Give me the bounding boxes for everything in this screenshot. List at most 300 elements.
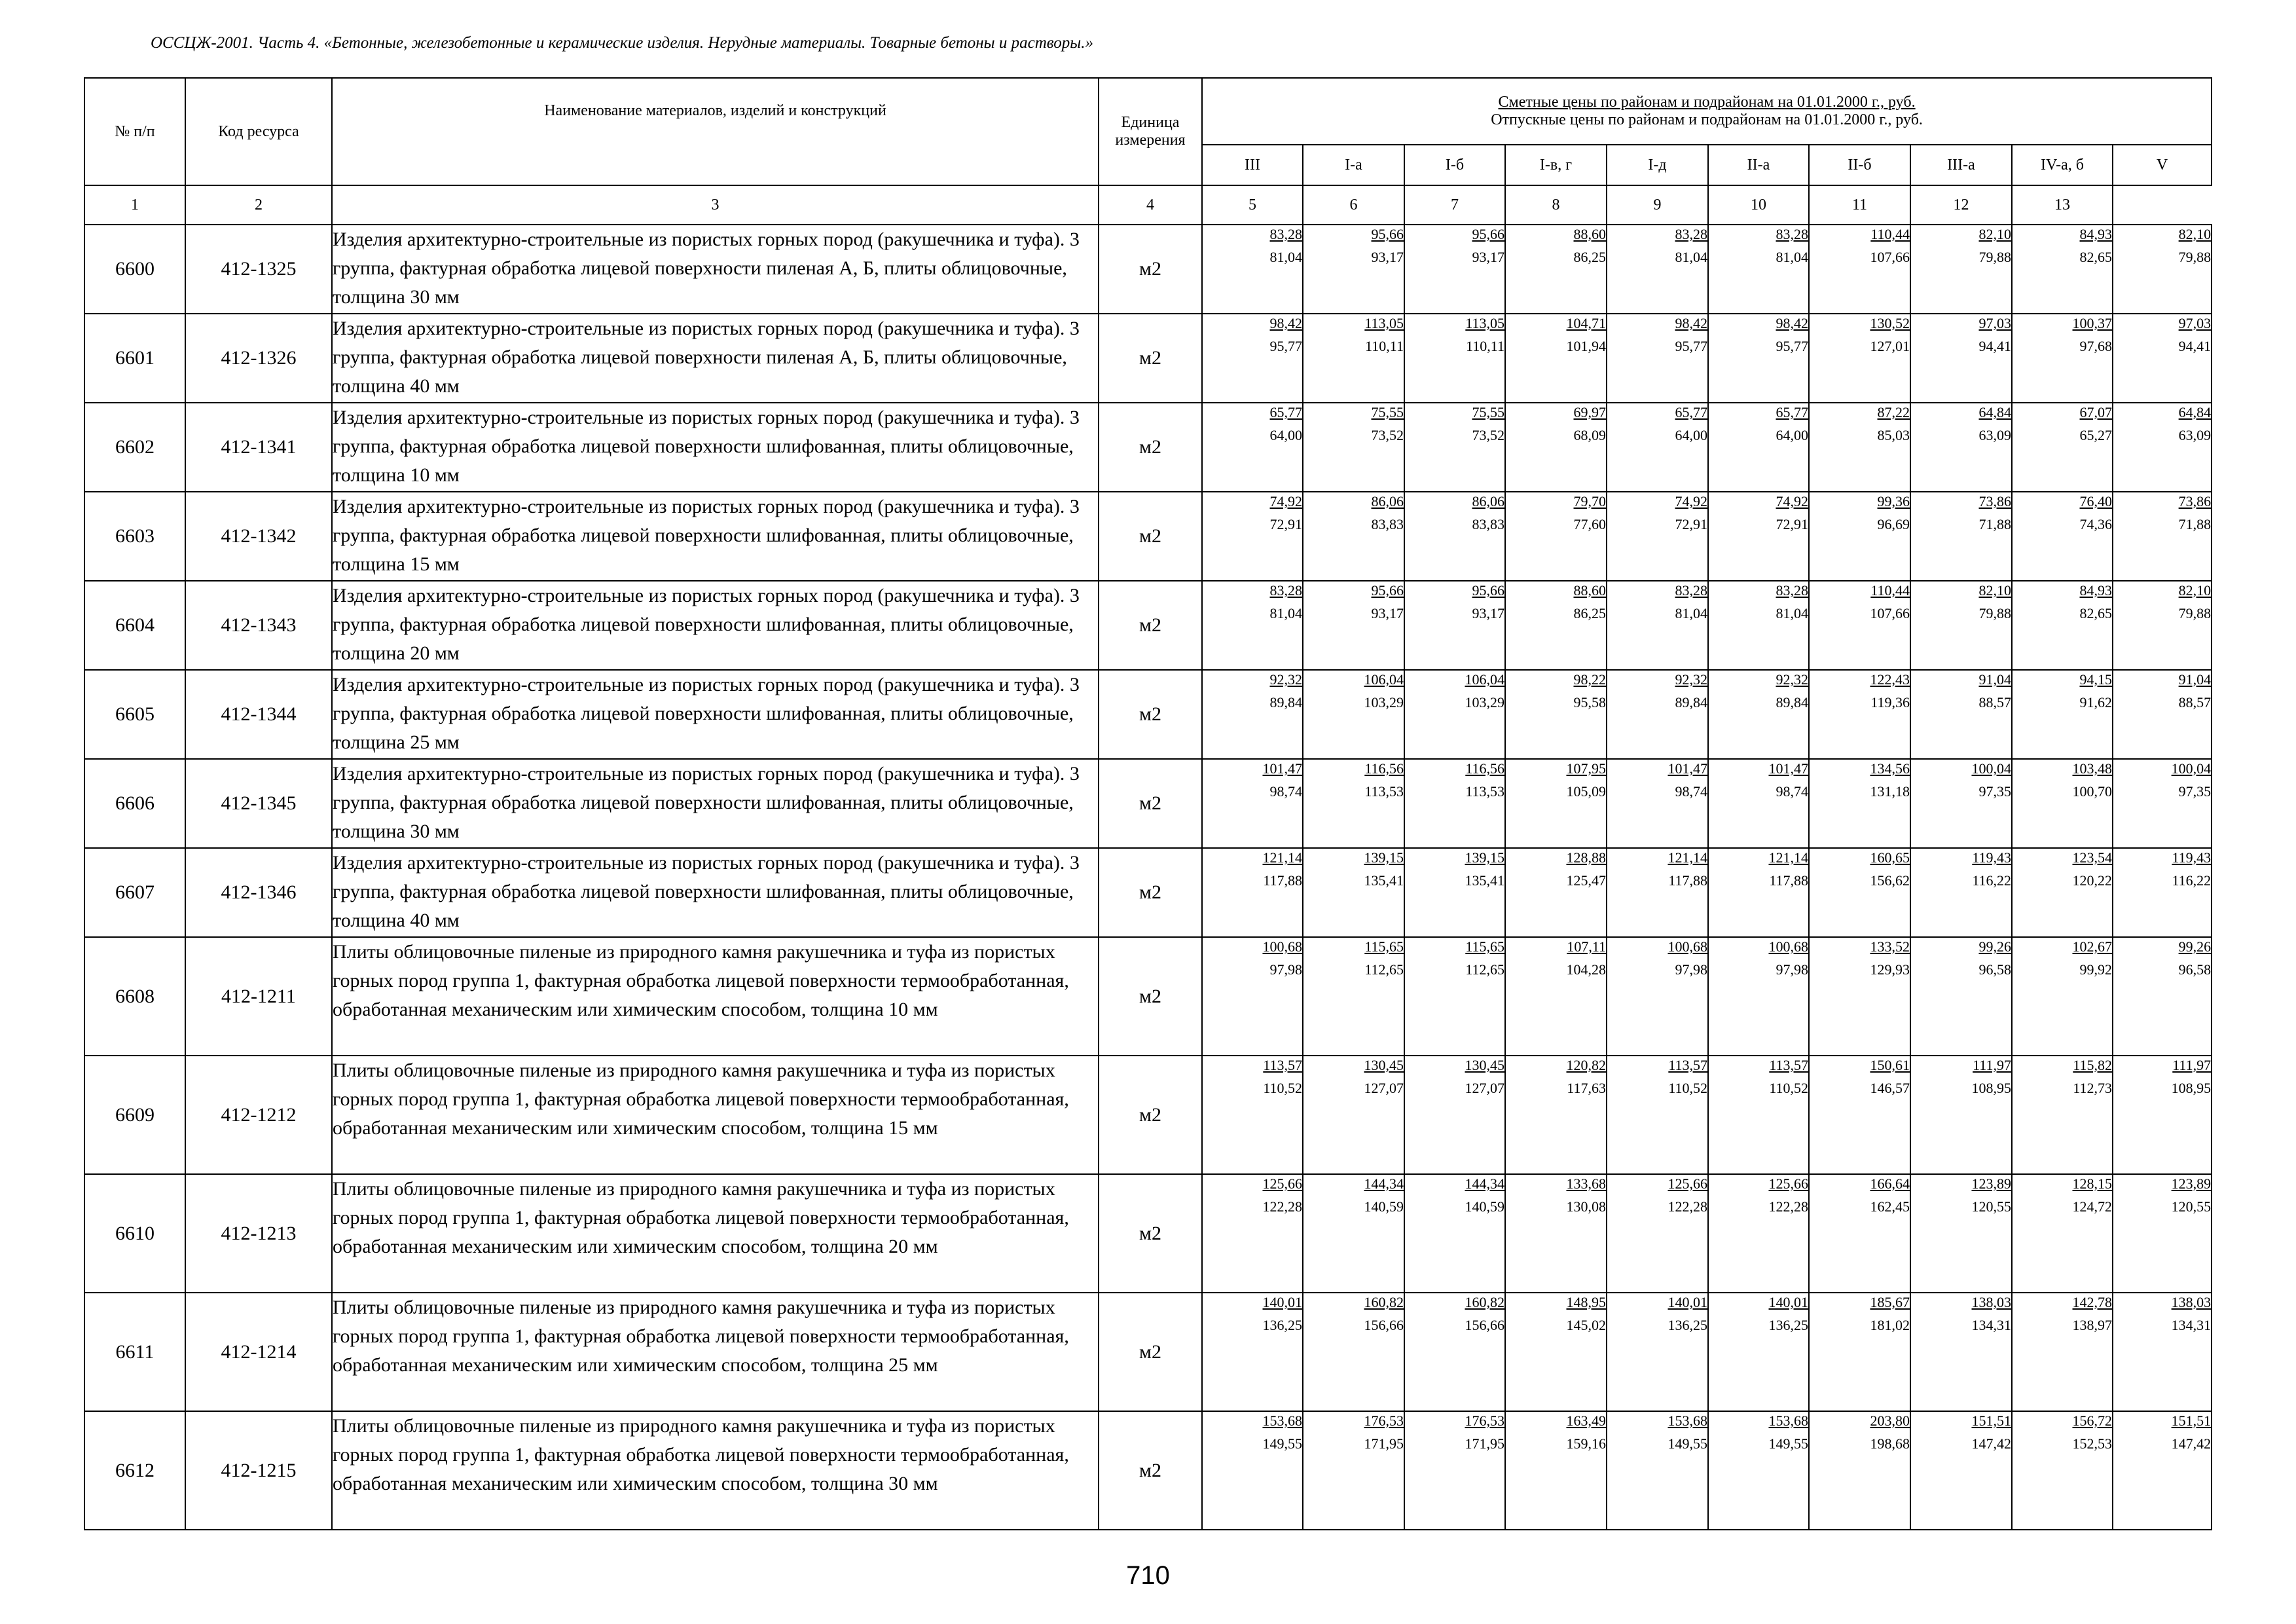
release-price: 104,28 [1566, 961, 1606, 978]
release-price: 77,60 [1573, 516, 1606, 532]
estimate-price: 100,04 [1971, 760, 2011, 777]
price-cell [1303, 1411, 1404, 1530]
table-row [84, 314, 2212, 403]
price-cell [1202, 1411, 1303, 1530]
release-price: 93,17 [1371, 605, 1404, 621]
material-name: Плиты облицовочные пиленые из природного камня ракушечника и туфа из пористых горных пород группа 1, фактурная обработка лицевой поверхности термообработанная, обработанная механическим или химическим способом, толщина 20 мм [332, 1174, 1099, 1293]
price-cell [1404, 1174, 1505, 1293]
price-cell [2012, 1174, 2113, 1293]
material-name: Изделия архитектурно-строительные из пористых горных пород (ракушечника и туфа). 3 группа, фактурная обработка лицевой поверхности шлифованная, плиты облицовочные, толщина 20 мм [332, 581, 1099, 670]
release-price: 71,88 [1978, 516, 2011, 532]
price-cell [2012, 403, 2113, 492]
material-name: Изделия архитектурно-строительные из пористых горных пород (ракушечника и туфа). 3 группа, фактурная обработка лицевой поверхности шлифованная, плиты облицовочные, толщина 15 мм [332, 492, 1099, 581]
price-cell [1809, 1411, 1910, 1530]
price-cell [1708, 225, 1809, 314]
price-cell [1809, 225, 1910, 314]
estimate-price: 97,03 [2178, 315, 2212, 331]
price-cell [1910, 225, 2012, 314]
price-cell [1607, 1174, 1708, 1293]
price-cell [1404, 314, 1505, 403]
page-number: 710 [1126, 1561, 1170, 1590]
header-prices [1202, 78, 2212, 145]
table-row [84, 225, 2212, 314]
price-cell [1303, 848, 1404, 937]
price-cell [1910, 1293, 2012, 1411]
estimate-price: 140,01 [1768, 1294, 1808, 1310]
release-price: 97,98 [1675, 961, 1707, 978]
price-cell [1404, 1411, 1505, 1530]
price-cell [1809, 403, 1910, 492]
estimate-price: 74,92 [1269, 493, 1302, 509]
release-price: 63,09 [2178, 427, 2212, 443]
estimate-price: 125,66 [1768, 1175, 1808, 1192]
price-cell [1202, 670, 1303, 759]
release-price: 79,88 [2178, 249, 2212, 265]
estimate-price: 83,28 [1675, 226, 1707, 242]
estimate-price: 84,93 [2079, 226, 2112, 242]
release-price: 68,09 [1573, 427, 1606, 443]
price-cell [1404, 225, 1505, 314]
price-cell [1910, 1411, 2012, 1530]
estimate-price: 133,68 [1566, 1175, 1606, 1192]
release-price: 110,52 [1769, 1080, 1808, 1096]
release-price: 135,41 [1465, 872, 1504, 889]
estimate-price: 150,61 [1870, 1057, 1910, 1073]
release-price: 73,52 [1472, 427, 1504, 443]
unit-of-measure: м2 [1099, 492, 1202, 581]
resource-code: 412-1326 [185, 314, 332, 403]
release-price: 116,22 [1972, 872, 2011, 889]
release-price: 112,65 [1364, 961, 1404, 978]
header-col-number: 6 [1303, 185, 1404, 225]
price-cell [1809, 759, 1910, 848]
estimate-price: 74,92 [1675, 493, 1707, 509]
release-price: 89,84 [1269, 694, 1302, 710]
estimate-price: 122,43 [1870, 671, 1910, 688]
header-col-number: 4 [1099, 185, 1202, 225]
release-price: 147,42 [2171, 1435, 2212, 1452]
row-number: 6610 [84, 1174, 185, 1293]
price-cell [1303, 1293, 1404, 1411]
header-col-number: 3 [332, 185, 1099, 225]
release-price: 124,72 [2072, 1198, 2112, 1215]
estimate-price: 134,56 [1870, 760, 1910, 777]
resource-code: 412-1345 [185, 759, 332, 848]
price-cell [1404, 1293, 1505, 1411]
price-cell [1303, 1056, 1404, 1174]
estimate-price: 79,70 [1573, 493, 1606, 509]
release-price: 103,29 [1364, 694, 1404, 710]
release-price: 134,31 [1971, 1317, 2011, 1333]
estimate-price: 113,57 [1668, 1057, 1707, 1073]
price-cell [1404, 848, 1505, 937]
unit-of-measure: м2 [1099, 225, 1202, 314]
release-price: 72,91 [1269, 516, 1302, 532]
estimate-price: 101,47 [1262, 760, 1302, 777]
release-price: 181,02 [1870, 1317, 1910, 1333]
estimate-price: 65,77 [1269, 404, 1302, 420]
release-price: 140,59 [1465, 1198, 1504, 1215]
release-price: 85,03 [1877, 427, 1910, 443]
release-price: 152,53 [2072, 1435, 2112, 1452]
price-cell [1708, 1056, 1809, 1174]
estimate-price: 121,14 [1667, 849, 1707, 866]
release-price: 162,45 [1870, 1198, 1910, 1215]
estimate-price: 95,66 [1371, 226, 1404, 242]
release-price: 110,52 [1668, 1080, 1707, 1096]
estimate-price: 115,82 [2073, 1057, 2112, 1073]
estimate-price: 73,86 [1978, 493, 2011, 509]
release-price: 72,91 [1776, 516, 1808, 532]
price-cell [1505, 1293, 1607, 1411]
estimate-price: 101,47 [1768, 760, 1808, 777]
estimate-price: 101,47 [1667, 760, 1707, 777]
estimate-price: 69,97 [1573, 404, 1606, 420]
estimate-price: 160,65 [1870, 849, 1910, 866]
material-name: Плиты облицовочные пиленые из природного камня ракушечника и туфа из пористых горных пород группа 1, фактурная обработка лицевой поверхности термообработанная, обработанная механическим или химическим способом, толщина 10 мм [332, 937, 1099, 1056]
estimate-price: 95,66 [1472, 226, 1504, 242]
estimate-price: 130,52 [1870, 315, 1910, 331]
row-number: 6609 [84, 1056, 185, 1174]
estimate-price: 166,64 [1870, 1175, 1910, 1192]
estimate-price: 116,56 [1364, 760, 1404, 777]
release-price: 83,83 [1472, 516, 1504, 532]
release-price: 120,55 [1971, 1198, 2011, 1215]
estimate-price: 185,67 [1870, 1294, 1910, 1310]
estimate-price: 119,43 [2172, 849, 2212, 866]
estimate-price: 95,66 [1371, 582, 1404, 599]
release-price: 65,27 [2079, 427, 2112, 443]
estimate-price: 163,49 [1566, 1412, 1606, 1429]
estimate-price: 107,11 [1567, 938, 1606, 955]
estimate-price: 65,77 [1675, 404, 1707, 420]
estimate-price: 144,34 [1364, 1175, 1404, 1192]
price-cell [1202, 1056, 1303, 1174]
header-zone: I-б [1404, 145, 1505, 185]
unit-of-measure: м2 [1099, 848, 1202, 937]
header-prices-release: Отпускные цены по районам и подрайонам на 01.01.2000 г., руб. [1491, 111, 1923, 128]
price-cell [1505, 759, 1607, 848]
release-price: 83,83 [1371, 516, 1404, 532]
release-price: 72,91 [1675, 516, 1707, 532]
price-cell [2113, 670, 2212, 759]
price-cell [1505, 314, 1607, 403]
price-cell [2012, 581, 2113, 670]
estimate-price: 82,10 [1978, 582, 2011, 599]
unit-of-measure: м2 [1099, 759, 1202, 848]
running-header: ОССЦЖ-2001. Часть 4. «Бетонные, железобетонные и керамические изделия. Нерудные материалы. Товарные бетоны и растворы.» [151, 34, 1093, 52]
release-price: 81,04 [1776, 605, 1808, 621]
estimate-price: 83,28 [1269, 226, 1302, 242]
estimate-price: 125,66 [1262, 1175, 1302, 1192]
material-name: Изделия архитектурно-строительные из пористых горных пород (ракушечника и туфа). 3 группа, фактурная обработка лицевой поверхности пиленая А, Б, плиты облицовочные, толщина 40 мм [332, 314, 1099, 403]
price-cell [1404, 403, 1505, 492]
price-cell [2113, 314, 2212, 403]
price-cell [1202, 1174, 1303, 1293]
price-cell [1505, 225, 1607, 314]
estimate-price: 98,42 [1675, 315, 1707, 331]
price-cell [1404, 937, 1505, 1056]
release-price: 88,57 [1978, 694, 2011, 710]
header-unit-line2: измерения [1115, 132, 1186, 149]
release-price: 171,95 [1465, 1435, 1504, 1452]
estimate-price: 106,04 [1465, 671, 1504, 688]
estimate-price: 144,34 [1465, 1175, 1504, 1192]
estimate-price: 83,28 [1269, 582, 1302, 599]
release-price: 79,88 [1978, 605, 2011, 621]
release-price: 110,11 [1466, 338, 1504, 354]
estimate-price: 113,57 [1263, 1057, 1302, 1073]
release-price: 93,17 [1472, 249, 1504, 265]
release-price: 81,04 [1776, 249, 1808, 265]
header-col-number: 7 [1404, 185, 1505, 225]
row-number: 6605 [84, 670, 185, 759]
release-price: 103,29 [1465, 694, 1504, 710]
header-prices-estimate: Сметные цены по районам и подрайонам на 01.01.2000 г., руб. [1498, 94, 1916, 111]
price-cell [1505, 670, 1607, 759]
estimate-price: 98,42 [1269, 315, 1302, 331]
release-price: 89,84 [1776, 694, 1808, 710]
release-price: 149,55 [1768, 1435, 1808, 1452]
estimate-price: 113,05 [1465, 315, 1504, 331]
estimate-price: 82,10 [2178, 582, 2212, 599]
estimate-price: 130,45 [1465, 1057, 1504, 1073]
row-number: 6612 [84, 1411, 185, 1530]
price-cell [1809, 937, 1910, 1056]
price-cell [1607, 670, 1708, 759]
release-price: 81,04 [1675, 605, 1707, 621]
release-price: 101,94 [1566, 338, 1606, 354]
release-price: 64,00 [1269, 427, 1302, 443]
estimate-price: 203,80 [1870, 1412, 1910, 1429]
release-price: 71,88 [2178, 516, 2212, 532]
release-price: 96,69 [1877, 516, 1910, 532]
release-price: 138,97 [2072, 1317, 2112, 1333]
price-cell [1708, 581, 1809, 670]
estimate-price: 130,45 [1364, 1057, 1404, 1073]
release-price: 107,66 [1870, 605, 1910, 621]
estimate-price: 83,28 [1776, 226, 1808, 242]
table-row [84, 670, 2212, 759]
estimate-price: 153,68 [1262, 1412, 1302, 1429]
release-price: 64,00 [1675, 427, 1707, 443]
material-name: Изделия архитектурно-строительные из пористых горных пород (ракушечника и туфа). 3 группа, фактурная обработка лицевой поверхности шлифованная, плиты облицовочные, толщина 30 мм [332, 759, 1099, 848]
release-price: 108,95 [2171, 1080, 2212, 1096]
price-cell [1303, 314, 1404, 403]
price-cell [1505, 403, 1607, 492]
price-cell [2113, 225, 2212, 314]
table-row [84, 937, 2212, 1056]
price-cell [1910, 492, 2012, 581]
unit-of-measure: м2 [1099, 670, 1202, 759]
release-price: 97,98 [1776, 961, 1808, 978]
price-cell [1404, 759, 1505, 848]
header-col-number: 11 [1809, 185, 1910, 225]
price-cell [1202, 225, 1303, 314]
estimate-price: 148,95 [1566, 1294, 1606, 1310]
estimate-price: 123,54 [2072, 849, 2112, 866]
price-cell [1809, 1056, 1910, 1174]
estimate-price: 153,68 [1768, 1412, 1808, 1429]
release-price: 97,35 [1978, 783, 2011, 800]
price-cell [1910, 848, 2012, 937]
estimate-price: 99,36 [1877, 493, 1910, 509]
price-cell [1809, 848, 1910, 937]
price-cell [1202, 848, 1303, 937]
estimate-price: 97,03 [1978, 315, 2011, 331]
price-cell [1202, 492, 1303, 581]
material-name: Плиты облицовочные пиленые из природного камня ракушечника и туфа из пористых горных пород группа 1, фактурная обработка лицевой поверхности термообработанная, обработанная механическим или химическим способом, толщина 30 мм [332, 1411, 1099, 1530]
estimate-price: 113,57 [1769, 1057, 1808, 1073]
price-cell [1708, 1411, 1809, 1530]
release-price: 147,42 [1971, 1435, 2011, 1452]
release-price: 117,63 [1567, 1080, 1606, 1096]
estimate-price: 98,42 [1776, 315, 1808, 331]
price-cell [1607, 1411, 1708, 1530]
price-cell [1505, 492, 1607, 581]
row-number: 6604 [84, 581, 185, 670]
release-price: 119,36 [1870, 694, 1910, 710]
release-price: 122,28 [1262, 1198, 1302, 1215]
price-cell [1607, 492, 1708, 581]
header-col-number: 10 [1708, 185, 1809, 225]
estimate-price: 99,26 [2178, 938, 2212, 955]
price-cell [1708, 1293, 1809, 1411]
price-cell [2012, 492, 2113, 581]
row-number: 6601 [84, 314, 185, 403]
resource-code: 412-1341 [185, 403, 332, 492]
unit-of-measure: м2 [1099, 937, 1202, 1056]
estimate-price: 87,22 [1877, 404, 1910, 420]
price-cell [1809, 314, 1910, 403]
estimate-price: 156,72 [2072, 1412, 2112, 1429]
table-row [84, 403, 2212, 492]
release-price: 97,35 [2178, 783, 2212, 800]
release-price: 82,65 [2079, 249, 2112, 265]
estimate-price: 107,95 [1566, 760, 1606, 777]
header-num: № п/п [84, 78, 185, 185]
header-zone: I-д [1607, 145, 1708, 185]
release-price: 116,22 [2172, 872, 2212, 889]
release-price: 107,66 [1870, 249, 1910, 265]
price-cell [1607, 759, 1708, 848]
release-price: 171,95 [1364, 1435, 1404, 1452]
price-table [84, 77, 2212, 1530]
price-cell [1708, 937, 1809, 1056]
estimate-price: 100,68 [1768, 938, 1808, 955]
header-zone: IV-а, б [2012, 145, 2113, 185]
release-price: 120,22 [2072, 872, 2112, 889]
header-col-number: 12 [1910, 185, 2012, 225]
estimate-price: 104,71 [1566, 315, 1606, 331]
price-cell [1809, 1293, 1910, 1411]
header-col-number: 8 [1505, 185, 1607, 225]
resource-code: 412-1212 [185, 1056, 332, 1174]
release-price: 94,41 [1978, 338, 2011, 354]
release-price: 120,55 [2171, 1198, 2212, 1215]
release-price: 110,52 [1263, 1080, 1302, 1096]
estimate-price: 98,22 [1573, 671, 1606, 688]
release-price: 110,11 [1365, 338, 1404, 354]
price-cell [2012, 937, 2113, 1056]
price-cell [1505, 848, 1607, 937]
price-cell [1505, 1411, 1607, 1530]
estimate-price: 120,82 [1566, 1057, 1606, 1073]
release-price: 159,16 [1566, 1435, 1606, 1452]
price-cell [1607, 848, 1708, 937]
price-cell [1910, 937, 2012, 1056]
price-cell [2012, 1293, 2113, 1411]
price-cell [1708, 759, 1809, 848]
release-price: 149,55 [1262, 1435, 1302, 1452]
release-price: 112,65 [1465, 961, 1504, 978]
price-cell [1708, 848, 1809, 937]
estimate-price: 139,15 [1364, 849, 1404, 866]
row-number: 6603 [84, 492, 185, 581]
release-price: 117,88 [1769, 872, 1808, 889]
release-price: 105,09 [1566, 783, 1606, 800]
release-price: 73,52 [1371, 427, 1404, 443]
release-price: 95,77 [1675, 338, 1707, 354]
estimate-price: 64,84 [2178, 404, 2212, 420]
price-cell [1607, 225, 1708, 314]
row-number: 6611 [84, 1293, 185, 1411]
price-cell [1607, 581, 1708, 670]
release-price: 98,74 [1675, 783, 1707, 800]
header-zone: III [1202, 145, 1303, 185]
estimate-price: 110,44 [1870, 582, 1910, 599]
estimate-price: 92,32 [1675, 671, 1707, 688]
price-cell [1607, 403, 1708, 492]
price-cell [1303, 937, 1404, 1056]
price-cell [2113, 1293, 2212, 1411]
estimate-price: 92,32 [1269, 671, 1302, 688]
price-cell [1910, 1056, 2012, 1174]
price-cell [1202, 1293, 1303, 1411]
estimate-price: 76,40 [2079, 493, 2112, 509]
resource-code: 412-1211 [185, 937, 332, 1056]
estimate-price: 151,51 [2171, 1412, 2212, 1429]
resource-code: 412-1343 [185, 581, 332, 670]
price-cell [2113, 1174, 2212, 1293]
estimate-price: 128,88 [1566, 849, 1606, 866]
estimate-price: 67,07 [2079, 404, 2112, 420]
release-price: 127,07 [1364, 1080, 1404, 1096]
unit-of-measure: м2 [1099, 1411, 1202, 1530]
release-price: 95,77 [1269, 338, 1302, 354]
estimate-price: 160,82 [1364, 1294, 1404, 1310]
release-price: 113,53 [1364, 783, 1404, 800]
estimate-price: 103,48 [2072, 760, 2112, 777]
resource-code: 412-1342 [185, 492, 332, 581]
row-number: 6602 [84, 403, 185, 492]
release-price: 156,62 [1870, 872, 1910, 889]
release-price: 79,88 [2178, 605, 2212, 621]
estimate-price: 125,66 [1667, 1175, 1707, 1192]
material-name: Плиты облицовочные пиленые из природного камня ракушечника и туфа из пористых горных пород группа 1, фактурная обработка лицевой поверхности термообработанная, обработанная механическим или химическим способом, толщина 15 мм [332, 1056, 1099, 1174]
release-price: 86,25 [1573, 249, 1606, 265]
release-price: 156,66 [1364, 1317, 1404, 1333]
price-cell [2113, 581, 2212, 670]
release-price: 81,04 [1269, 605, 1302, 621]
release-price: 98,74 [1776, 783, 1808, 800]
header-col-number: 5 [1202, 185, 1303, 225]
estimate-price: 119,43 [1972, 849, 2011, 866]
header-zone: II-а [1708, 145, 1809, 185]
estimate-price: 91,04 [1978, 671, 2011, 688]
estimate-price: 140,01 [1667, 1294, 1707, 1310]
release-price: 95,77 [1776, 338, 1808, 354]
